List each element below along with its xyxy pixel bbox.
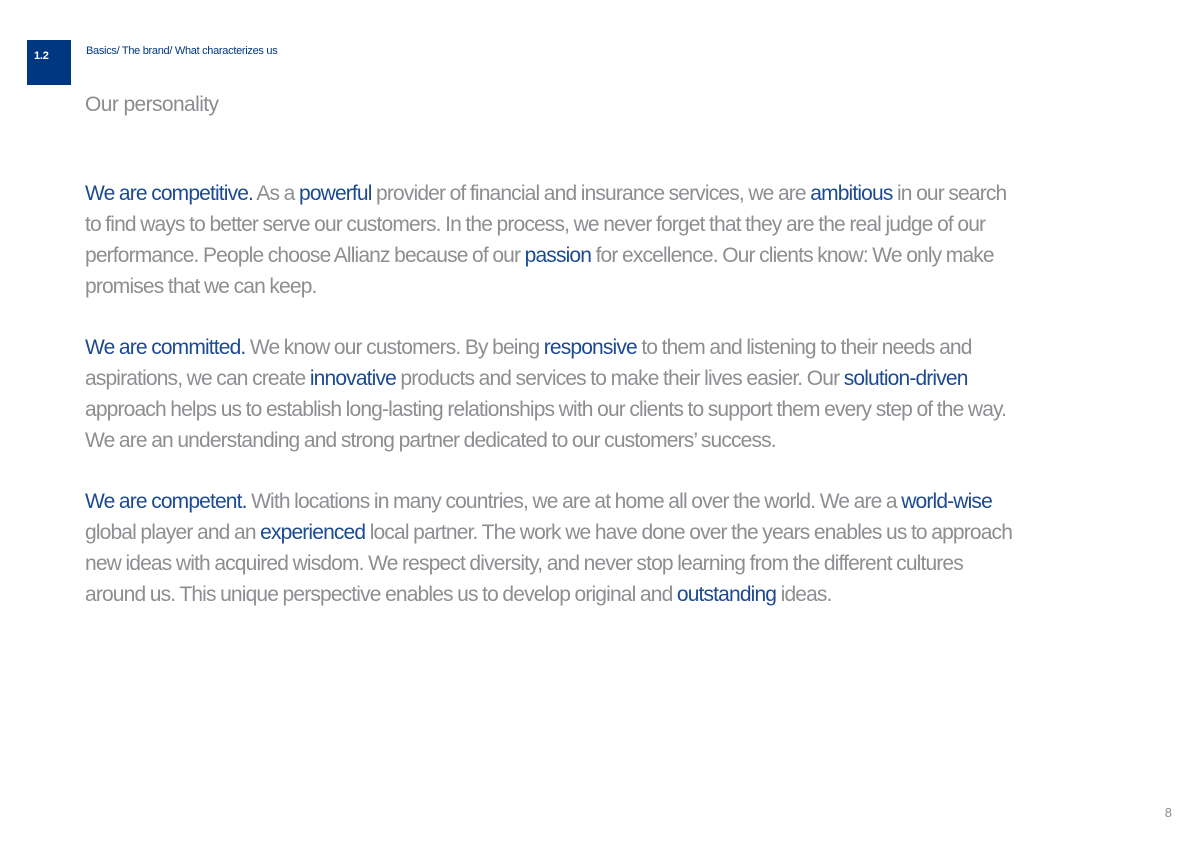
highlight-word: outstanding — [676, 583, 777, 606]
section-tab — [27, 40, 71, 85]
paragraph-text: As a — [253, 182, 299, 205]
paragraph-competent — [85, 486, 1020, 610]
paragraph-text: products and services to make their lives easier. Our — [395, 367, 844, 390]
paragraph-competitive — [85, 178, 1020, 302]
paragraph-text: approach helps us to establish long-lasting relationships with our clients to support them every step of the way. We are an understanding and strong partner dedicated to our customers’ success. — [85, 398, 1007, 452]
page-number: 8 — [1164, 805, 1172, 820]
highlight-word: responsive — [543, 336, 637, 359]
highlight-word: innovative — [309, 367, 396, 390]
paragraph-text: We know our customers. By being — [245, 336, 544, 359]
paragraph-lead: We are competitive. — [85, 182, 254, 205]
highlight-word: ambitious — [810, 182, 893, 205]
paragraph-text: in our search to find ways to better serve our customers. In the process, we never forget that they are the real judge of our performance. People choose Allianz because of our — [85, 182, 1007, 267]
highlight-word: powerful — [298, 182, 372, 205]
paragraph-lead: We are committed. — [85, 336, 246, 359]
page-title: Our personality — [85, 93, 219, 116]
section-number: 1.2 — [34, 50, 49, 62]
highlight-word: solution-driven — [843, 367, 968, 390]
highlight-word: experienced — [260, 521, 366, 544]
paragraph-lead: We are competent. — [85, 490, 247, 513]
breadcrumb: Basics/ The brand/ What characterizes us — [86, 45, 278, 57]
paragraph-text: With locations in many countries, we are at home all over the world. We are a — [246, 490, 902, 513]
paragraph-committed — [85, 332, 1020, 456]
highlight-word: world-wise — [901, 490, 992, 513]
paragraph-text: provider of financial and insurance services, we are — [371, 182, 811, 205]
body-content — [85, 178, 1020, 640]
paragraph-text: to them and listening to their needs and aspirations, we can create — [85, 336, 972, 390]
paragraph-text: for excellence. Our clients know: We only make promises that we can keep. — [85, 244, 994, 298]
paragraph-text: local partner. The work we have done over the years enables us to approach new ideas with acquired wisdom. We respect diversity, and never stop learning from the different cultures around us. This unique perspective enables us to develop original and — [85, 521, 1013, 606]
highlight-word: passion — [524, 244, 592, 267]
paragraph-text: ideas. — [776, 583, 832, 606]
paragraph-text: global player and an — [85, 521, 261, 544]
